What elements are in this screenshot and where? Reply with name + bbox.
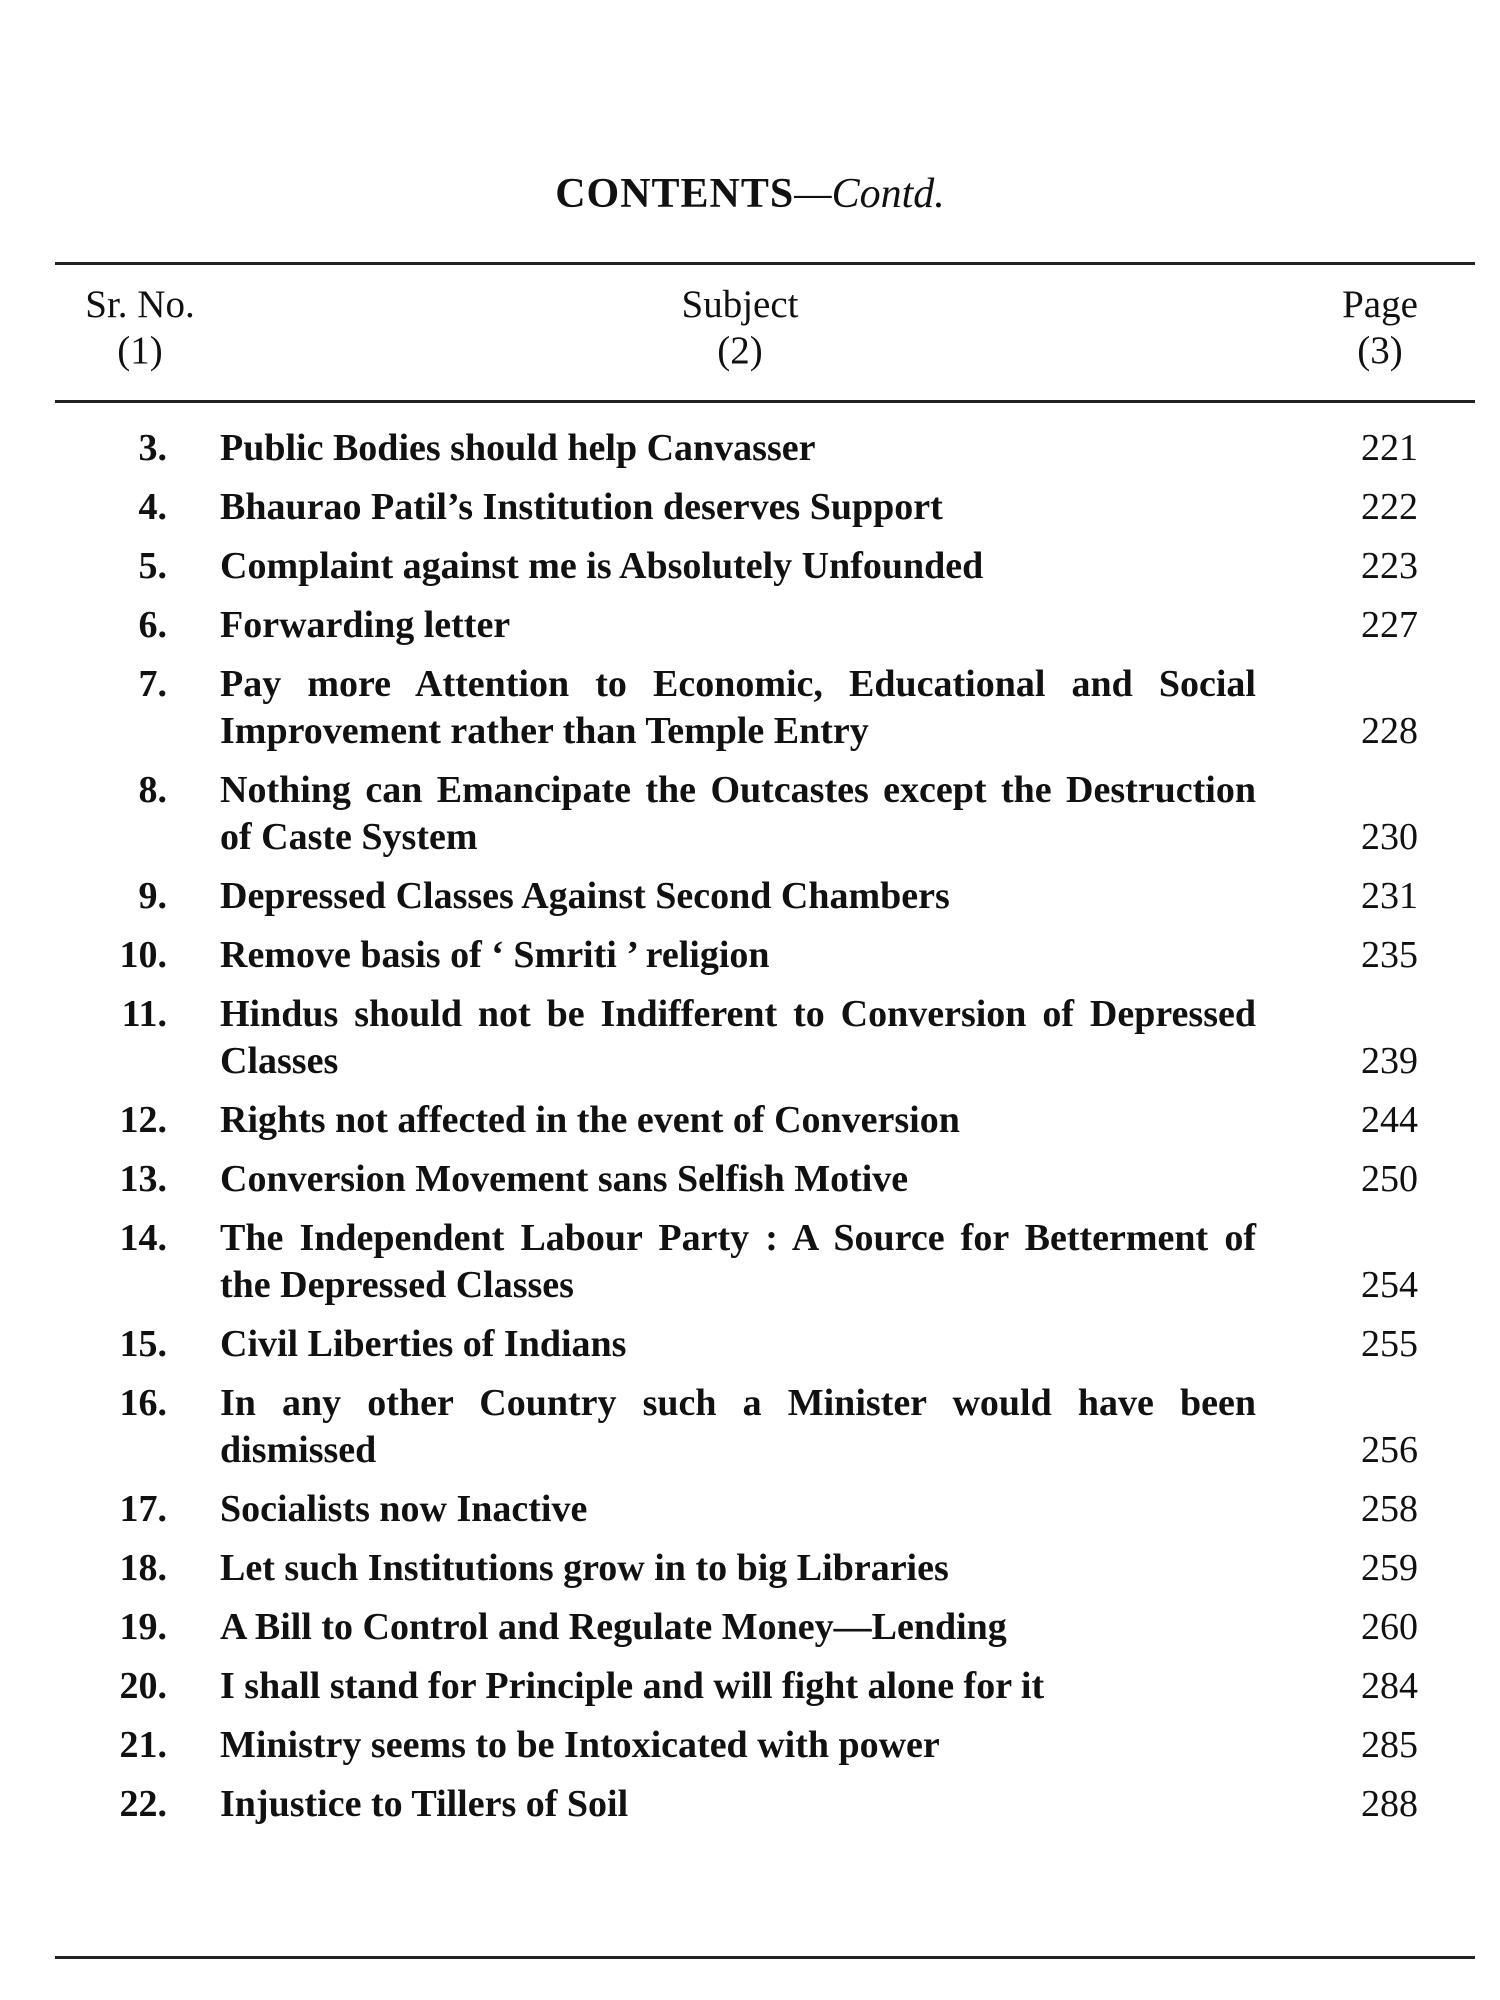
toc-entry-page: 259 [1361, 1547, 1418, 1589]
toc-entry-page: 223 [1361, 545, 1418, 587]
toc-entry-page: 285 [1361, 1724, 1418, 1766]
toc-entry-page: 288 [1361, 1783, 1418, 1825]
toc-entry-subject: Hindus should not be Indifferent to Conversion of Depressed Classes [220, 993, 1256, 1082]
toc-entry-number: 4. [138, 486, 167, 528]
toc-entry [0, 1380, 1500, 1474]
toc-entry-page: 228 [1361, 710, 1418, 752]
page-title-main: CONTENTS [555, 171, 795, 217]
toc-entry-page: 284 [1361, 1665, 1418, 1707]
toc-entry-page: 254 [1361, 1264, 1418, 1306]
toc-entry-subject: Conversion Movement sans Selfish Motive [220, 1158, 909, 1200]
toc-entry [0, 425, 1500, 472]
toc-entry-page: 250 [1361, 1158, 1418, 1200]
toc-entry [0, 1321, 1500, 1368]
toc-entry-subject: Socialists now Inactive [220, 1488, 588, 1530]
toc-entry-number: 12. [119, 1099, 167, 1141]
column-header-subject-index: (2) [717, 329, 763, 372]
toc-entry-page: 260 [1361, 1606, 1418, 1648]
page-title-suffix: —Contd. [794, 171, 945, 217]
toc-entry [0, 1663, 1500, 1710]
bottom-rule [55, 1956, 1475, 1959]
toc-entry-subject: Forwarding letter [220, 604, 511, 646]
toc-entry [0, 1545, 1500, 1592]
toc-entry-subject: Remove basis of ‘ Smriti ’ religion [220, 934, 770, 976]
toc-entry-page: 221 [1361, 427, 1418, 469]
toc-entry-number: 11. [121, 993, 167, 1035]
toc-entry [0, 661, 1500, 755]
toc-entry [0, 991, 1500, 1085]
column-header-sr-no-label: Sr. No. [85, 283, 195, 326]
toc-entry [0, 1722, 1500, 1769]
toc-entry-page: 244 [1361, 1099, 1418, 1141]
toc-entry [0, 873, 1500, 920]
column-header-sr-no-index: (1) [117, 329, 163, 372]
toc-entry [0, 1486, 1500, 1533]
page-title [0, 170, 1500, 218]
toc-entry [0, 602, 1500, 649]
toc-entry-subject: The Independent Labour Party : A Source for Betterment of the Depressed Classes [220, 1217, 1256, 1306]
toc-entry [0, 484, 1500, 531]
toc-entry-page: 222 [1361, 486, 1418, 528]
toc-entry-page: 239 [1361, 1040, 1418, 1082]
toc-entry-number: 9. [138, 875, 167, 917]
toc-entry-number: 5. [138, 545, 167, 587]
toc-entry-subject: Let such Institutions grow in to big Libraries [220, 1547, 949, 1589]
toc-entry-number: 22. [119, 1783, 167, 1825]
toc-entry-page: 231 [1361, 875, 1418, 917]
column-header-page-label: Page [1342, 283, 1418, 326]
toc-entry [0, 1215, 1500, 1309]
toc-entry-subject: Rights not affected in the event of Conversion [220, 1099, 960, 1141]
toc-entry-number: 18. [119, 1547, 167, 1589]
toc-entry-subject: I shall stand for Principle and will fight alone for it [220, 1665, 1045, 1707]
toc-entry-number: 20. [119, 1665, 167, 1707]
contents-list [0, 425, 1500, 1840]
toc-entry-page: 235 [1361, 934, 1418, 976]
toc-entry-subject: Bhaurao Patil’s Institution deserves Support [220, 486, 943, 528]
toc-entry-number: 21. [119, 1724, 167, 1766]
toc-entry [0, 767, 1500, 861]
toc-entry-number: 13. [119, 1158, 167, 1200]
toc-entry-number: 14. [119, 1217, 167, 1259]
toc-entry [0, 1156, 1500, 1203]
toc-entry [0, 1604, 1500, 1651]
top-rule [55, 262, 1475, 265]
toc-entry-subject: Public Bodies should help Canvasser [220, 427, 816, 469]
toc-entry-number: 17. [119, 1488, 167, 1530]
toc-entry-subject: Pay more Attention to Economic, Educational and Social Improvement rather than Temple Entry [220, 663, 1256, 752]
toc-entry [0, 1097, 1500, 1144]
toc-entry-page: 256 [1361, 1429, 1418, 1471]
toc-entry-subject: Complaint against me is Absolutely Unfounded [220, 545, 984, 587]
toc-entry-subject: A Bill to Control and Regulate Money—Lending [220, 1606, 1007, 1648]
toc-entry [0, 932, 1500, 979]
toc-entry-number: 16. [119, 1382, 167, 1424]
column-header-subject [600, 282, 880, 374]
toc-entry-subject: Civil Liberties of Indians [220, 1323, 627, 1365]
toc-entry-number: 6. [138, 604, 167, 646]
toc-entry-number: 7. [138, 663, 167, 705]
toc-entry [0, 543, 1500, 590]
toc-entry-page: 227 [1361, 604, 1418, 646]
toc-entry-number: 8. [138, 769, 167, 811]
toc-entry-page: 230 [1361, 816, 1418, 858]
toc-entry-subject: In any other Country such a Minister would have been dismissed [220, 1382, 1256, 1471]
toc-entry-number: 15. [119, 1323, 167, 1365]
toc-entry-subject: Depressed Classes Against Second Chambers [220, 875, 950, 917]
toc-entry-number: 3. [138, 427, 167, 469]
toc-entry-subject: Injustice to Tillers of Soil [220, 1783, 629, 1825]
header-rule [55, 400, 1475, 403]
toc-entry-page: 258 [1361, 1488, 1418, 1530]
column-header-subject-label: Subject [681, 283, 799, 326]
column-header-page-index: (3) [1357, 329, 1403, 372]
toc-entry-subject: Nothing can Emancipate the Outcastes except the Destruction of Caste System [220, 769, 1256, 858]
toc-entry-number: 19. [119, 1606, 167, 1648]
toc-entry-page: 255 [1361, 1323, 1418, 1365]
toc-entry-subject: Ministry seems to be Intoxicated with power [220, 1724, 940, 1766]
column-header-sr-no [55, 282, 225, 374]
toc-entry-number: 10. [119, 934, 167, 976]
column-header-page [1290, 282, 1470, 374]
toc-entry [0, 1781, 1500, 1828]
